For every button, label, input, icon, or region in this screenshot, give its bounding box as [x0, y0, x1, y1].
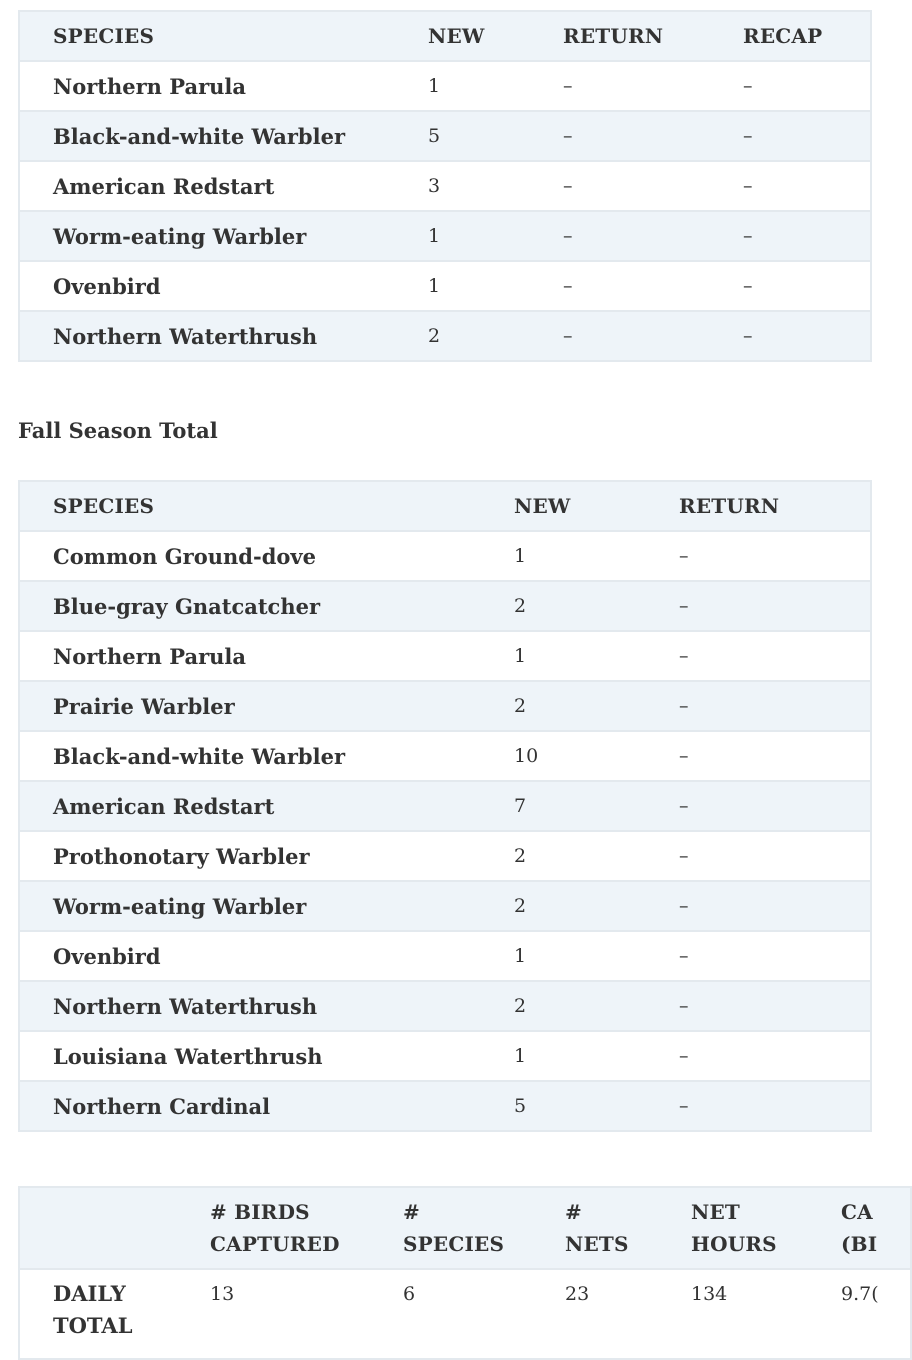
cell-species: Ovenbird: [19, 261, 395, 311]
cell-species: Northern Cardinal: [19, 1081, 481, 1131]
table-row: [19, 931, 871, 981]
column-header-new: NEW: [428, 24, 485, 48]
cell-return: –: [646, 831, 871, 881]
cell-return: –: [646, 681, 871, 731]
table-row: [19, 1081, 871, 1131]
table-row: [19, 681, 871, 731]
cell-return: –: [646, 631, 871, 681]
column-header-birds-captured: # BIRDS CAPTURED: [210, 1200, 340, 1256]
cell-new: 1: [481, 531, 646, 581]
table-row: [19, 1031, 871, 1081]
table-row: [19, 111, 871, 161]
cell-new: 1: [481, 931, 646, 981]
species-table-fall: [18, 480, 872, 1132]
cell-species: American Redstart: [19, 781, 481, 831]
cell-new: 1: [481, 1031, 646, 1081]
cell-new: 1: [395, 261, 530, 311]
table-row: [19, 631, 871, 681]
cell-species: Northern Parula: [19, 631, 481, 681]
cell-recap: –: [710, 111, 871, 161]
table-row: [19, 61, 871, 111]
column-header-return: RETURN: [563, 24, 664, 48]
cell-new: 2: [395, 311, 530, 361]
cell-new: 1: [395, 61, 530, 111]
table-row: [19, 311, 871, 361]
column-header-new: NEW: [514, 494, 571, 518]
cell-net-hours: 134: [659, 1269, 809, 1359]
cell-return: –: [530, 161, 710, 211]
cell-species: Worm-eating Warbler: [19, 211, 395, 261]
section-title-fall: Fall Season Total: [18, 418, 218, 443]
cell-return: –: [646, 881, 871, 931]
table-row: [19, 261, 871, 311]
cell-recap: –: [710, 161, 871, 211]
cell-species: Black-and-white Warbler: [19, 731, 481, 781]
table-row: [19, 731, 871, 781]
cell-return: –: [646, 981, 871, 1031]
cell-return: –: [646, 781, 871, 831]
cell-species: Prothonotary Warbler: [19, 831, 481, 881]
column-header-species-count: # SPECIES: [403, 1200, 505, 1256]
cell-return: –: [530, 211, 710, 261]
cell-new: 2: [481, 881, 646, 931]
column-header-species: SPECIES: [53, 24, 155, 48]
cell-new: 2: [481, 581, 646, 631]
column-header-return: RETURN: [679, 494, 780, 518]
cell-return: –: [646, 1031, 871, 1081]
column-header-nets: # NETS: [565, 1200, 629, 1256]
cell-new: 2: [481, 681, 646, 731]
cell-return: –: [646, 531, 871, 581]
cell-species: Blue-gray Gnatcatcher: [19, 581, 481, 631]
cell-recap: –: [710, 261, 871, 311]
cell-new: 3: [395, 161, 530, 211]
table-header-row: [19, 1187, 911, 1269]
cell-birds-captured: 13: [178, 1269, 371, 1359]
cell-species: Louisiana Waterthrush: [19, 1031, 481, 1081]
cell-return: –: [646, 581, 871, 631]
table-row: [19, 531, 871, 581]
table-row: [19, 581, 871, 631]
cell-new: 5: [395, 111, 530, 161]
cell-recap: –: [710, 211, 871, 261]
cell-return: –: [530, 261, 710, 311]
table-row: [19, 881, 871, 931]
cell-new: 1: [481, 631, 646, 681]
totals-table: [18, 1186, 912, 1360]
cell-new: 5: [481, 1081, 646, 1131]
column-header-capture-rate: CA (BI: [841, 1200, 878, 1256]
cell-return: –: [646, 931, 871, 981]
cell-species: American Redstart: [19, 161, 395, 211]
cell-return: –: [530, 111, 710, 161]
cell-return: –: [530, 311, 710, 361]
cell-recap: –: [710, 61, 871, 111]
cell-species: Northern Parula: [19, 61, 395, 111]
table-row: [19, 161, 871, 211]
cell-nets: 23: [533, 1269, 659, 1359]
cell-species: Northern Waterthrush: [19, 981, 481, 1031]
cell-return: –: [646, 731, 871, 781]
cell-species: Common Ground-dove: [19, 531, 481, 581]
table-row: [19, 781, 871, 831]
cell-species: Prairie Warbler: [19, 681, 481, 731]
table-row: [19, 211, 871, 261]
table-header-row: [19, 481, 871, 531]
cell-new: 2: [481, 981, 646, 1031]
cell-species: Worm-eating Warbler: [19, 881, 481, 931]
cell-new: 1: [395, 211, 530, 261]
cell-species: Northern Waterthrush: [19, 311, 395, 361]
cell-new: 2: [481, 831, 646, 881]
cell-capture-rate: 9.7(: [809, 1269, 911, 1359]
table-row: [19, 831, 871, 881]
table-header-row: [19, 11, 871, 61]
cell-new: 7: [481, 781, 646, 831]
table-row: [19, 981, 871, 1031]
cell-recap: –: [710, 311, 871, 361]
row-label-daily-total: DAILY TOTAL: [19, 1269, 178, 1359]
cell-species: Black-and-white Warbler: [19, 111, 395, 161]
column-header-recap: RECAP: [743, 24, 823, 48]
column-header-species: SPECIES: [53, 494, 155, 518]
species-table-first: [18, 10, 872, 362]
column-header-net-hours: NET HOURS: [691, 1200, 777, 1256]
column-header-blank: [19, 1187, 178, 1269]
table-row-daily-total: [19, 1269, 911, 1359]
cell-return: –: [646, 1081, 871, 1131]
cell-return: –: [530, 61, 710, 111]
cell-new: 10: [481, 731, 646, 781]
cell-species-count: 6: [371, 1269, 533, 1359]
cell-species: Ovenbird: [19, 931, 481, 981]
